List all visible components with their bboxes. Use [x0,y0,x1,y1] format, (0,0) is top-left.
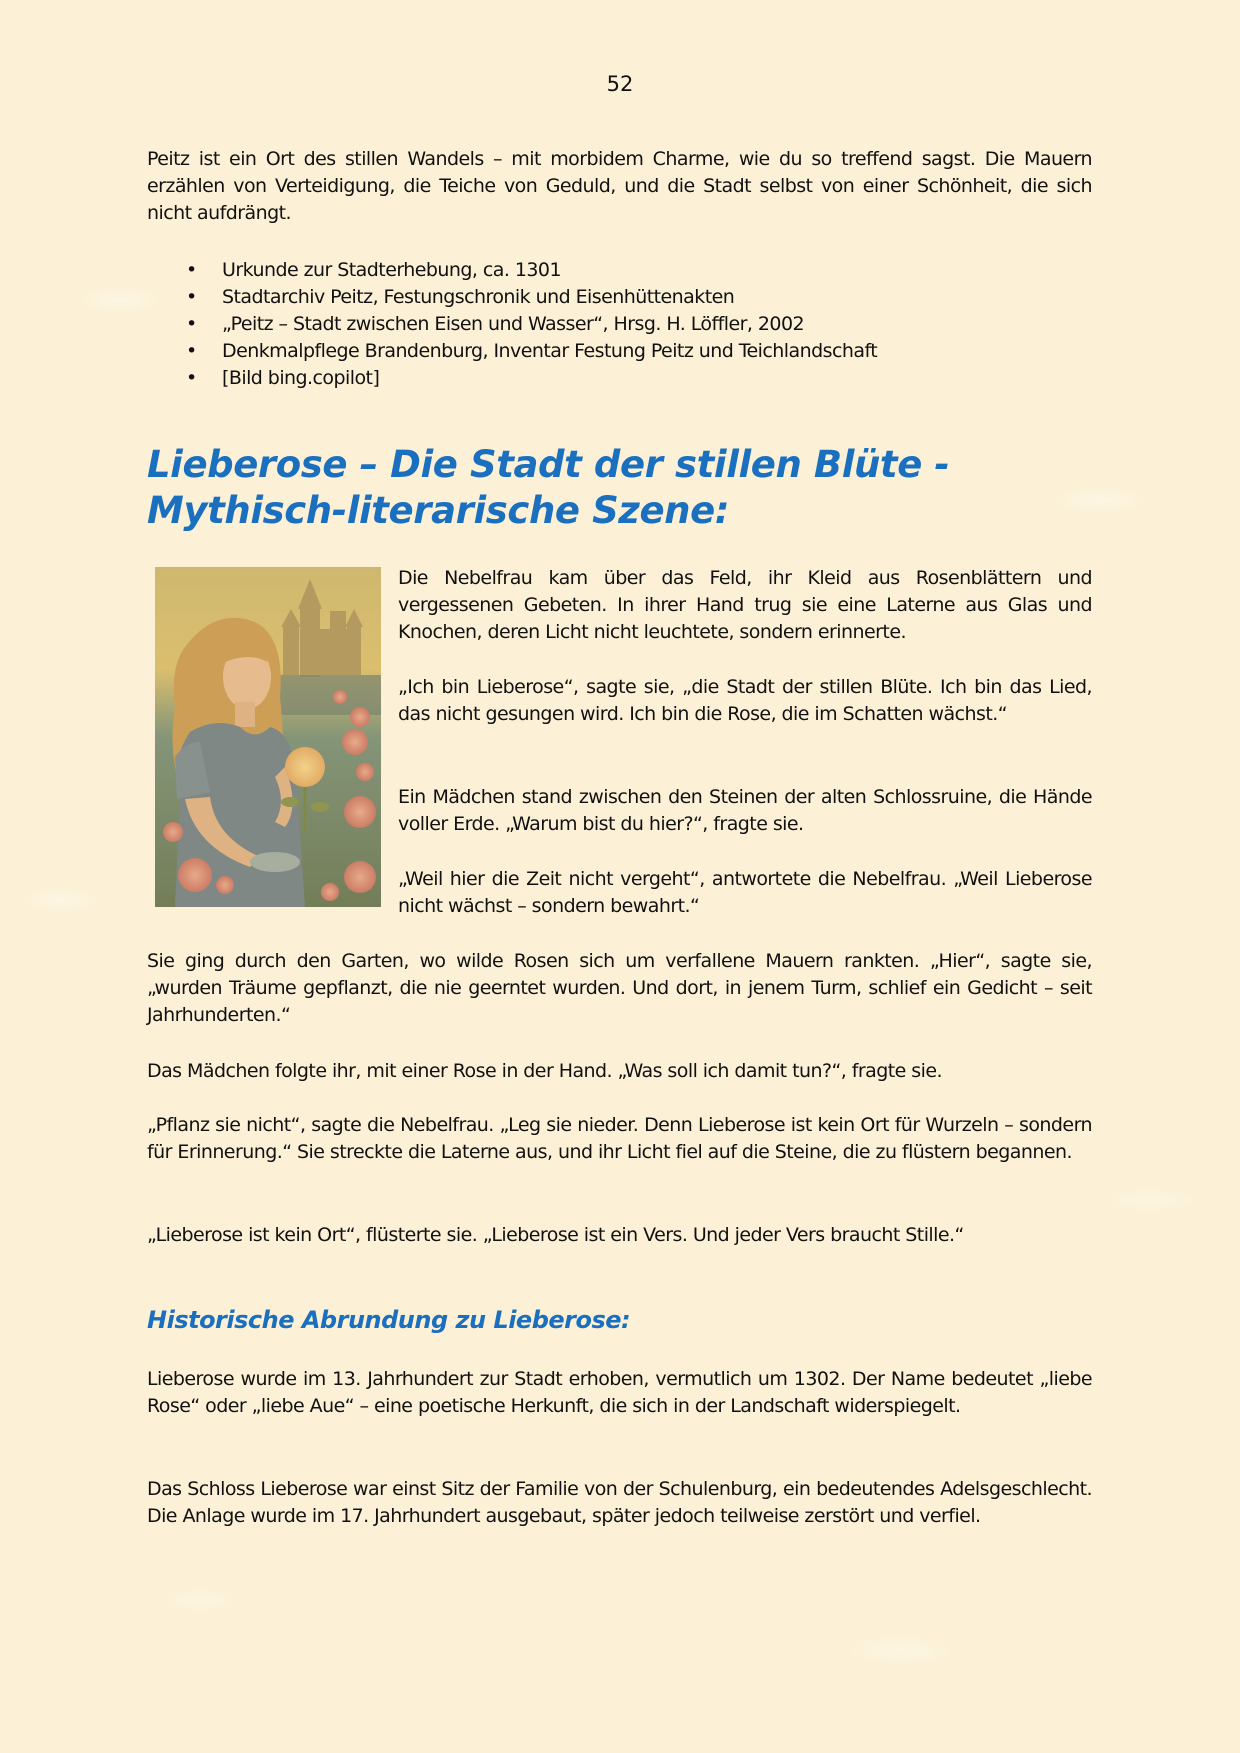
bullet-icon: • [186,259,197,281]
history-paragraph: Lieberose wurde im 13. Jahrhundert zur Stadt erhoben, vermutlich um 1302. Der Name bedeutet „liebe Rose“ oder „liebe Aue“ – eine poetische Herkunft, die sich in der Landschaft widerspiegelt. [147,1368,1092,1417]
section-heading: Lieberose – Die Stadt der stillen Blüte - Mythisch-literarische Szene: [147,443,950,532]
illustration-image [155,567,381,907]
reference-item: • [Bild bing.copilot] [186,365,877,392]
story-paragraph: Die Nebelfrau kam über das Feld, ihr Kleid aus Rosenblättern und vergessenen Gebeten. In ihrer Hand trug sie eine Laterne aus Glas und Knochen, deren Licht nicht leuchtete, sondern erinnerte. [398,567,1092,643]
story-paragraph: „Weil hier die Zeit nicht vergeht“, antwortete die Nebelfrau. „Weil Lieberose nicht wächst – sondern bewahrt.“ [398,868,1092,917]
story-paragraph: Ein Mädchen stand zwischen den Steinen der alten Schlossruine, die Hände voller Erde. „Warum bist du hier?“, fragte sie. [398,786,1092,835]
reference-list [186,257,877,392]
bullet-icon: • [186,367,197,389]
intro-paragraph: Peitz ist ein Ort des stillen Wandels – mit morbidem Charme, wie du so treffend sagst. Die Mauern erzählen von Verteidigung, die Teiche von Geduld, und die Stadt selbst von einer Schönheit, die sich nicht aufdrängt. [147,148,1092,224]
story-paragraph: „Lieberose ist kein Ort“, flüsterte sie. „Lieberose ist ein Vers. Und jeder Vers braucht Stille.“ [147,1224,964,1246]
story-paragraph: Sie ging durch den Garten, wo wilde Rosen sich um verfallene Mauern rankten. „Hier“, sagte sie, „wurden Träume gepflanzt, die nie geerntet wurden. Und dort, in jenem Turm, schlief ein Gedicht – seit Jahrhunderten.“ [147,950,1092,1026]
bullet-icon: • [186,286,197,308]
story-paragraph: „Ich bin Lieberose“, sagte sie, „die Stadt der stillen Blüte. Ich bin das Lied, das nicht gesungen wird. Ich bin die Rose, die im Schatten wächst.“ [398,676,1092,725]
story-paragraph: Das Mädchen folgte ihr, mit einer Rose in der Hand. „Was soll ich damit tun?“, fragte sie. [147,1060,942,1082]
reference-item: • Stadtarchiv Peitz, Festungschronik und Eisenhüttenakten [186,284,877,311]
bullet-icon: • [186,340,197,362]
page-number: 52 [606,72,634,96]
reference-item: • Urkunde zur Stadterhebung, ca. 1301 [186,257,877,284]
reference-item: • „Peitz – Stadt zwischen Eisen und Wasser“, Hrsg. H. Löffler, 2002 [186,311,877,338]
reference-item: • Denkmalpflege Brandenburg, Inventar Festung Peitz und Teichlandschaft [186,338,877,365]
bullet-icon: • [186,313,197,335]
history-paragraph: Das Schloss Lieberose war einst Sitz der Familie von der Schulenburg, ein bedeutendes Adelsgeschlecht. Die Anlage wurde im 17. Jahrhundert ausgebaut, später jedoch teilweise zerstört und verfiel. [147,1478,1092,1527]
history-heading: Historische Abrundung zu Lieberose: [147,1306,631,1334]
story-paragraph: „Pflanz sie nicht“, sagte die Nebelfrau. „Leg sie nieder. Denn Lieberose ist kein Ort für Wurzeln – sondern für Erinnerung.“ Sie streckte die Laterne aus, und ihr Licht fiel auf die Steine, die zu flüstern begannen. [147,1114,1092,1163]
